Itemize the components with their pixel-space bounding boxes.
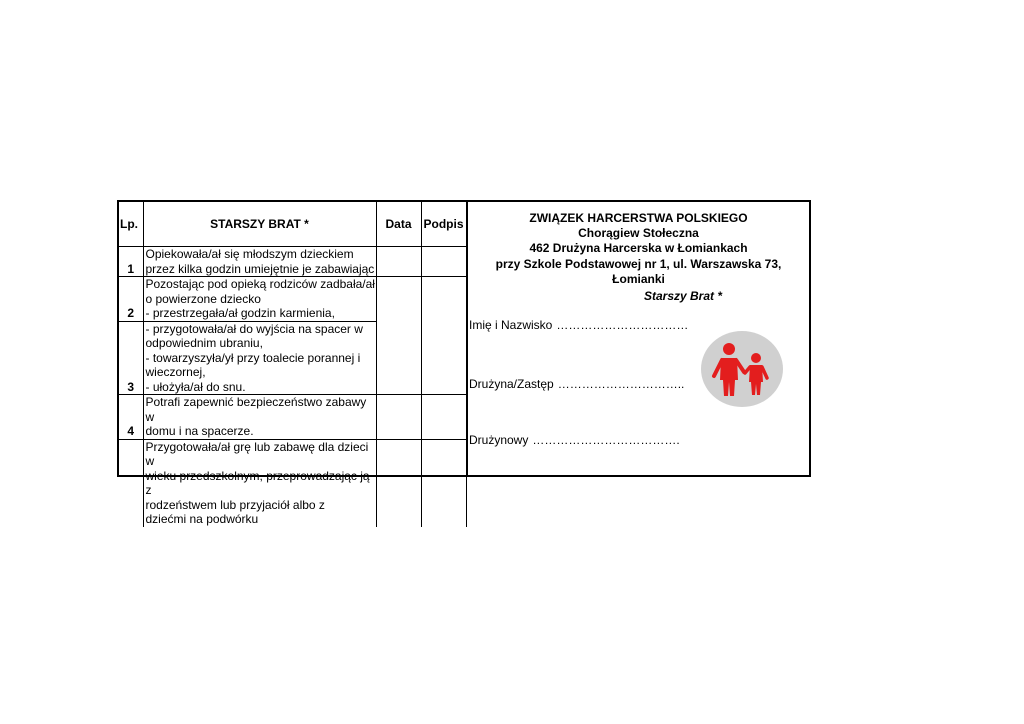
name-field[interactable] xyxy=(469,318,688,332)
task-line: odpowiednim ubraniu, xyxy=(145,336,263,350)
task-line: wieczornej, xyxy=(145,365,206,379)
date-cell[interactable] xyxy=(376,247,421,277)
row-number xyxy=(119,439,143,527)
team-field[interactable] xyxy=(469,377,684,391)
task-line: - przestrzegała/ał godzin karmienia, xyxy=(145,306,335,320)
info-panel xyxy=(468,202,809,475)
row-number: 1 xyxy=(119,247,143,277)
table-row xyxy=(119,395,466,440)
task-line: domu i na spacerze. xyxy=(145,424,254,438)
org-name: ZWIĄZEK HARCERSTWA POLSKIEGO xyxy=(529,211,748,225)
tasks-table xyxy=(119,202,467,527)
date-cell[interactable] xyxy=(376,395,421,440)
task-line: o powierzone dziecko xyxy=(145,291,261,306)
older-child-head xyxy=(723,343,735,355)
task-line: - towarzyszyła/ył przy toalecie porannej i xyxy=(145,350,361,365)
badge-title: Starszy Brat * xyxy=(643,289,723,303)
task-line: Potrafi zapewnić bezpieczeństwo zabawy w xyxy=(145,395,367,424)
task-description xyxy=(143,277,376,322)
task-line: - ułożyła/ał do snu. xyxy=(145,379,246,394)
task-line: - przygotowała/ał do wyjścia na spacer w xyxy=(145,321,363,336)
title-header: STARSZY BRAT * xyxy=(143,202,376,247)
leader-field[interactable] xyxy=(469,433,680,447)
table-header xyxy=(119,202,466,247)
name-label: Imię i Nazwisko xyxy=(469,318,553,332)
signature-cell[interactable] xyxy=(421,277,466,395)
two-children-icon xyxy=(700,330,784,408)
org-city: Łomianki xyxy=(612,272,665,286)
badge-card xyxy=(117,200,811,526)
task-line: dziećmi na podwórku xyxy=(145,512,259,526)
table-row xyxy=(119,247,466,277)
signature-cell[interactable] xyxy=(421,439,466,527)
task-line: Pozostając pod opieką rodziców zadbała/ał xyxy=(145,277,375,291)
date-cell[interactable] xyxy=(376,439,421,527)
task-line: Opiekowała/ał się młodszym dzieckiem xyxy=(145,247,354,261)
podpis-header: Podpis xyxy=(421,202,466,247)
lp-header: Lp. xyxy=(119,202,143,247)
younger-child-head xyxy=(751,353,761,363)
org-team: 462 Drużyna Harcerska w Łomiankach xyxy=(529,241,748,255)
signature-cell[interactable] xyxy=(421,395,466,440)
task-line: przez kilka godzin umiejętnie je zabawiając xyxy=(145,261,375,276)
task-description xyxy=(143,395,376,440)
task-description xyxy=(143,439,376,527)
date-cell[interactable] xyxy=(376,277,421,395)
table-row xyxy=(119,277,466,322)
team-label: Drużyna/Zastęp xyxy=(469,377,554,391)
signature-cell[interactable] xyxy=(421,247,466,277)
leader-dots: ………………………………. xyxy=(532,433,680,447)
task-description xyxy=(143,247,376,277)
name-dots: …………………………… xyxy=(556,318,689,332)
row-number: 4 xyxy=(119,395,143,440)
leader-label: Drużynowy xyxy=(469,433,529,447)
task-line: wieku przedszkolnym, przeprowadzając ją z xyxy=(145,468,370,497)
task-line: rodzeństwem lub przyjaciół albo z xyxy=(145,497,325,512)
org-school: przy Szkole Podstawowej nr 1, ul. Warszawska 73, xyxy=(495,257,782,271)
row-number: 3 xyxy=(119,321,143,395)
table-row xyxy=(119,439,466,527)
row-number: 2 xyxy=(119,277,143,322)
task-description xyxy=(143,321,376,395)
task-line: Przygotowała/ał grę lub zabawę dla dzieci w xyxy=(145,439,369,468)
team-dots: ………………………….. xyxy=(557,377,685,391)
data-header: Data xyxy=(376,202,421,247)
org-region: Chorągiew Stołeczna xyxy=(578,226,699,240)
